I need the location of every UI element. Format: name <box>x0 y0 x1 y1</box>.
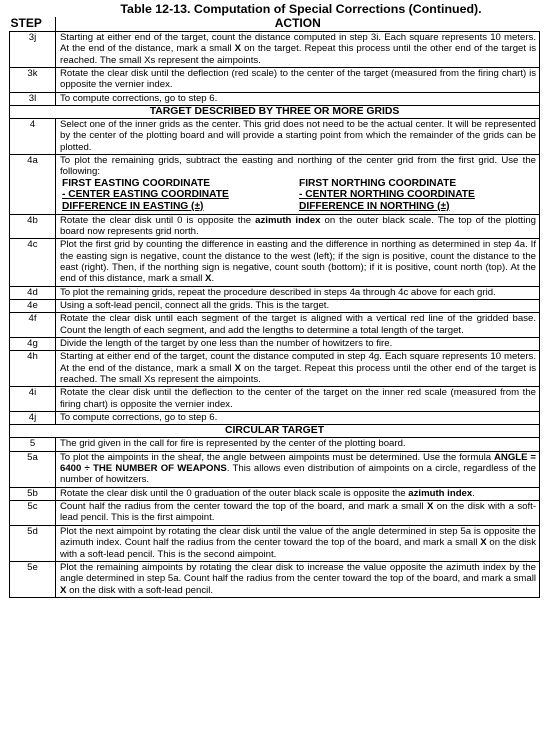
emphasis-text: X <box>426 501 434 513</box>
step-number: 4e <box>10 299 56 312</box>
text-run: Select one of the inner grids as the center. This grid does not need to be the actual center. It will be represented by the center of the plotting board and will provide a starting point from which the remainder of the grids can be plotted. <box>60 119 537 153</box>
step-number: 4i <box>10 387 56 412</box>
table-row <box>10 438 540 451</box>
rows-group-c <box>10 438 540 597</box>
step-number: 5b <box>10 487 56 500</box>
step-number: 5e <box>10 561 56 597</box>
step-number: 5c <box>10 501 56 526</box>
text-run: To plot the aimpoints in the sheaf, the angle between aimpoints must be determined. Use the formula <box>60 451 494 463</box>
table-row <box>10 451 540 487</box>
emphasis-text: X <box>205 273 212 285</box>
action-text <box>56 438 540 451</box>
formula-line: FIRST NORTHING COORDINATE <box>299 177 457 189</box>
text-run: To plot the remaining grids, repeat the procedure described in steps 4a through 4c above for each grid. <box>60 286 496 298</box>
action-text <box>56 92 540 105</box>
step-number: 4f <box>10 313 56 338</box>
action-text <box>56 299 540 312</box>
emphasis-text: azimuth index <box>408 487 473 499</box>
action-text <box>56 119 540 155</box>
text-run: Rotate the clear disk until 0 is opposite the <box>60 214 256 226</box>
step-number: 5d <box>10 525 56 561</box>
text-run: on the disk with a soft-lead pencil. This is the second aimpoint. <box>60 537 536 560</box>
rows-group-a <box>10 32 540 106</box>
table-row <box>10 299 540 312</box>
table-row <box>10 387 540 412</box>
action-text <box>56 561 540 597</box>
formula-line: DIFFERENCE IN EASTING (±) <box>62 200 204 212</box>
section-title: TARGET DESCRIBED BY THREE OR MORE GRIDS <box>10 106 540 119</box>
table-row <box>10 338 540 351</box>
text-run: on the disk with a soft-lead pencil. This is the first aimpoint. <box>60 501 537 524</box>
formula-line: DIFFERENCE IN NORTHING (±) <box>299 200 450 212</box>
table-row <box>10 286 540 299</box>
action-intro: To plot the remaining grids, subtract the easting and northing of the center grid from the first grid. Use the following: <box>60 155 537 178</box>
corrections-table <box>9 2 540 598</box>
table-row <box>10 214 540 239</box>
table-row <box>10 561 540 597</box>
action-text <box>56 351 540 387</box>
text-run: Plot the remaining aimpoints by rotating the clear disk to increase the value opposite the azimuth index by the angle determined in step 5a. Count half the radius from the center toward the top of the board, and mark a small <box>60 561 537 585</box>
table-row <box>10 313 540 338</box>
text-run: on the target. Repeat this process until the other end of the target is reached. The small Xs represent the aimpoints. <box>60 362 537 386</box>
easting-formula <box>62 178 299 213</box>
section-header-circular <box>10 425 540 438</box>
formula-line: - CENTER EASTING COORDINATE <box>62 189 229 201</box>
step-column-header: STEP <box>10 17 56 32</box>
emphasis-text: azimuth index <box>255 214 321 226</box>
table-row <box>10 525 540 561</box>
action-text <box>56 32 540 68</box>
step-number: 4a <box>10 155 56 214</box>
step-number: 4g <box>10 338 56 351</box>
text-run: Rotate the clear disk until the deflection to the center of the target on the inner red scale (measured from the firing chart) is opposite the vernier index. <box>60 387 537 410</box>
text-run: . <box>211 273 215 285</box>
step-number: 4j <box>10 412 56 425</box>
action-text <box>56 155 540 214</box>
table-row <box>10 239 540 286</box>
action-column-header: ACTION <box>56 17 540 32</box>
step-number: 5a <box>10 451 56 487</box>
step-number: 3l <box>10 92 56 105</box>
rows-group-b <box>10 214 540 425</box>
step-number: 3k <box>10 68 56 93</box>
text-run: Divide the length of the target by one less than the number of howitzers to fire. <box>60 338 393 349</box>
table-row <box>10 32 540 68</box>
text-run: Plot the next aimpoint by rotating the clear disk until the value of the angle determined in step 5a is opposite the azimuth index. Count half the radius from the center toward the top of the board, and mark a small <box>60 525 537 549</box>
action-text <box>56 501 540 526</box>
text-run: . This allows even distribution of aimpoints on a circle, regardless of the number of howitzers. <box>60 463 537 486</box>
step-number: 4h <box>10 351 56 387</box>
text-run: Rotate the clear disk until each segment of the target is aligned with a vertical red line of the gridded base. Count the length of each segment, and add the lengths to determine a total length of the target. <box>60 313 537 336</box>
action-text <box>56 525 540 561</box>
table-row <box>10 412 540 425</box>
action-text <box>56 451 540 487</box>
text-run: Plot the first grid by counting the difference in easting and the difference in northing as determined in step 4a. If the easting sign is negative, count the distance to the west (left); if the sign is positive, count the distance to the east (right). Then, if the northing sign is negative, count south (bottom); if it is positive, count north (top). At the end of this distance, mark a small <box>60 239 537 285</box>
text-run: To compute corrections, go to step 6. <box>60 412 218 424</box>
formula-line: - CENTER NORTHING COORDINATE <box>299 189 475 201</box>
text-run: Rotate the clear disk until the deflection (red scale) to the center of the target (measured from the firing chart) is opposite the vernier index. <box>60 68 537 91</box>
table-row <box>10 119 540 155</box>
text-run: Using a soft-lead pencil, connect all the grids. This is the target. <box>60 299 330 311</box>
emphasis-text: X <box>234 43 242 55</box>
text-run: on the target. Repeat this process until the other end of the target is reached. The small Xs represent the aimpoints. <box>60 43 537 66</box>
emphasis-text: X <box>480 537 487 549</box>
table-title: Table 12-13. Computation of Special Corrections (Continued). <box>120 2 482 16</box>
action-text <box>56 487 540 500</box>
step-number: 4b <box>10 214 56 239</box>
text-run: Rotate the clear disk until the 0 graduation of the outer black scale is opposite the <box>60 487 409 499</box>
step-number: 5 <box>10 438 56 451</box>
text-run: The grid given in the call for fire is represented by the center of the plotting board. <box>60 438 406 450</box>
emphasis-text: ANGLE = 6400 ÷ THE NUMBER OF WEAPONS <box>60 451 536 475</box>
action-text <box>56 214 540 239</box>
action-text <box>56 313 540 338</box>
section-header-grids <box>10 106 540 215</box>
section-title: CIRCULAR TARGET <box>10 425 540 438</box>
table-row <box>10 501 540 526</box>
table-row <box>10 68 540 93</box>
coordinate-formula <box>60 178 536 213</box>
formula-line: FIRST EASTING COORDINATE <box>62 177 211 189</box>
document-page <box>9 2 539 598</box>
emphasis-text: X <box>234 362 242 374</box>
action-text <box>56 68 540 93</box>
action-text <box>56 412 540 425</box>
text-run: . <box>472 487 475 499</box>
northing-formula <box>299 178 536 213</box>
table-row <box>10 351 540 387</box>
step-number: 4c <box>10 239 56 286</box>
action-text <box>56 239 540 286</box>
table-row <box>10 155 540 214</box>
text-run: on the disk with a soft-lead pencil. <box>66 584 214 596</box>
text-run: on the outer black scale. The top of the plotting board now represents grid north. <box>60 214 537 237</box>
text-run: Starting at either end of the target, count the distance computed in step 3i. Each square represents 10 meters. At the end of the distance, mark a small <box>60 32 537 55</box>
text-run: To compute corrections, go to step 6. <box>60 92 218 104</box>
action-text <box>56 338 540 351</box>
step-number: 3j <box>10 32 56 68</box>
emphasis-text: X <box>60 584 67 596</box>
step-number: 4 <box>10 119 56 155</box>
action-text <box>56 387 540 412</box>
text-run: Starting at either end of the target, count the distance computed in step 4g. Each square represents 10 meters. At the end of the distance, mark a small <box>60 351 537 374</box>
action-text <box>56 286 540 299</box>
table-row <box>10 92 540 105</box>
table-row <box>10 487 540 500</box>
text-run: Count half the radius from the center toward the top of the board, and mark a small <box>60 501 427 513</box>
step-number: 4d <box>10 286 56 299</box>
